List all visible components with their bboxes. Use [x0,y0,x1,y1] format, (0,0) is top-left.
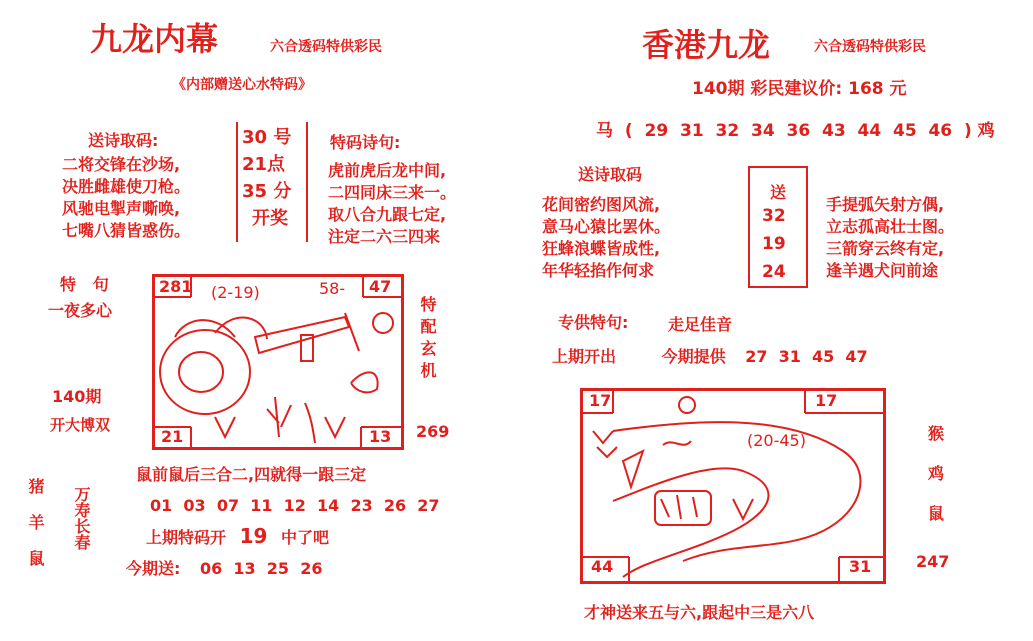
left-special-poem [328,160,456,248]
last-open-label: 上期开出 [552,347,617,366]
left-side-animals: 猪羊鼠 [26,478,45,586]
right-box-number: 247 [916,552,950,571]
right-today-numbers: 27 31 45 47 [745,347,868,366]
right-poem-line: 花间密约图风流, [542,195,661,214]
left-pic-text-2: 58- [319,279,346,298]
right-corner-br: 31 [849,557,872,576]
left-pic-text-1: (2-19) [211,283,260,302]
left-corner-tr: 47 [369,277,392,296]
right-last-open [552,344,868,367]
left-subtitle: 六合透码特供彩民 [270,39,382,55]
special-line: 二四同床三来一。 [328,183,457,202]
right-phrase-label: 专供特句: [558,313,629,332]
left-banner: 《内部赠送心水特码》 [172,77,312,93]
right-corner-tl: 17 [589,391,612,410]
right-send-label: 送 [770,183,787,202]
right-phrase: 走足佳音 [668,315,733,334]
left-poem-line: 决胜雌雄使刀枪。 [62,177,191,196]
right-footer: 才神送来五与六,跟起中三是六八 [584,603,815,622]
right-poem-line: 年华轻掐作何求 [542,261,655,280]
last-issue-tail: 中了吧 [281,528,330,547]
right-poem-line: 意马心猿比罢休。 [542,217,671,236]
lute-drawing [155,277,401,447]
left-box-number: 269 [416,422,450,441]
left-poem-line: 七嘴八猜皆惑伤。 [62,221,191,240]
left-phrase: 一夜多心 [48,301,113,320]
left-poem-line: 二将交锋在沙场, [62,155,181,174]
left-poem-line: 风驰电掣声嘶唤, [62,199,181,218]
right-horse-line [596,116,995,141]
today-provide-label: 今期提供 [661,347,726,366]
left-phrase-label: 特 句 [60,275,109,294]
send-number: 24 [762,262,786,282]
left-sentence: 鼠前鼠后三合二,四就得一跟三定 [136,465,367,484]
right-pic-text: (20-45) [747,431,806,450]
right-special-line: 手提弧矢射方偶, [826,195,945,214]
left-poem [62,154,190,242]
right-picture-box [580,388,886,584]
left-side-wish: 万寿长春 [72,486,91,550]
left-numbers: 01 03 07 11 12 14 23 26 27 [150,496,440,515]
last-issue-number: 19 [239,524,268,548]
left-today [126,556,322,579]
left-title: 九龙内幕 [90,20,219,58]
right-subtitle: 六合透码特供彩民 [814,39,926,55]
right-issue-line: 140期 彩民建议价: 168 元 [692,79,907,99]
right-poem [542,194,670,282]
left-special-label: 特码诗句: [330,133,401,152]
left-vertical-label: 特配玄机 [418,296,437,384]
send-number: 19 [762,234,786,254]
right-special-line: 立志孤高壮士图。 [826,217,955,236]
animal-label: 猴 [928,424,945,443]
right-animals [928,414,944,534]
right-special-line: 三箭穿云终有定, [826,239,945,258]
left-time-divider-right [306,122,308,242]
landscape-drawing [583,391,883,581]
left-draw-time [242,124,291,232]
last-issue-label: 上期特码开 [146,528,227,547]
chicken-label: 鸡 [977,121,995,141]
today-label: 今期送: [126,559,181,578]
left-corner-br: 13 [369,427,392,446]
left-issue: 140期 [52,387,102,406]
left-corner-tl: 281 [159,277,193,296]
time-line: 开奖 [252,208,288,229]
right-send-numbers [762,202,786,286]
horse-label: 马 [596,121,613,141]
animal-label: 鸡 [928,464,945,483]
left-time-divider-left [236,122,238,242]
right-corner-tr: 17 [815,391,838,410]
left-issue-sub: 开大博双 [50,416,111,434]
right-corner-bl: 44 [591,557,614,576]
today-numbers: 06 13 25 26 [199,559,323,578]
right-poem-line: 狂蜂浪蝶皆成性, [542,239,661,258]
left-poem-label: 送诗取码: [88,131,159,150]
left-last-issue [146,524,329,548]
time-line: 21点 [242,154,286,175]
right-poem-label: 送诗取码 [578,165,643,184]
animal-label: 鼠 [928,504,945,523]
time-line: 35 分 [242,181,292,202]
right-title: 香港九龙 [642,26,771,64]
right-special-line: 逢羊遇犬问前途 [826,261,939,280]
special-line: 注定二六三四来 [328,227,441,246]
time-line: 30 号 [242,127,292,148]
right-special-poem [826,194,954,282]
horse-numbers: ( 29 31 32 34 36 43 44 45 46 ) [624,121,972,141]
send-number: 32 [762,206,786,226]
left-corner-bl: 21 [161,427,184,446]
special-line: 虎前虎后龙中间, [328,161,447,180]
special-line: 取八合九跟七定, [328,205,447,224]
left-picture-box [152,274,404,450]
